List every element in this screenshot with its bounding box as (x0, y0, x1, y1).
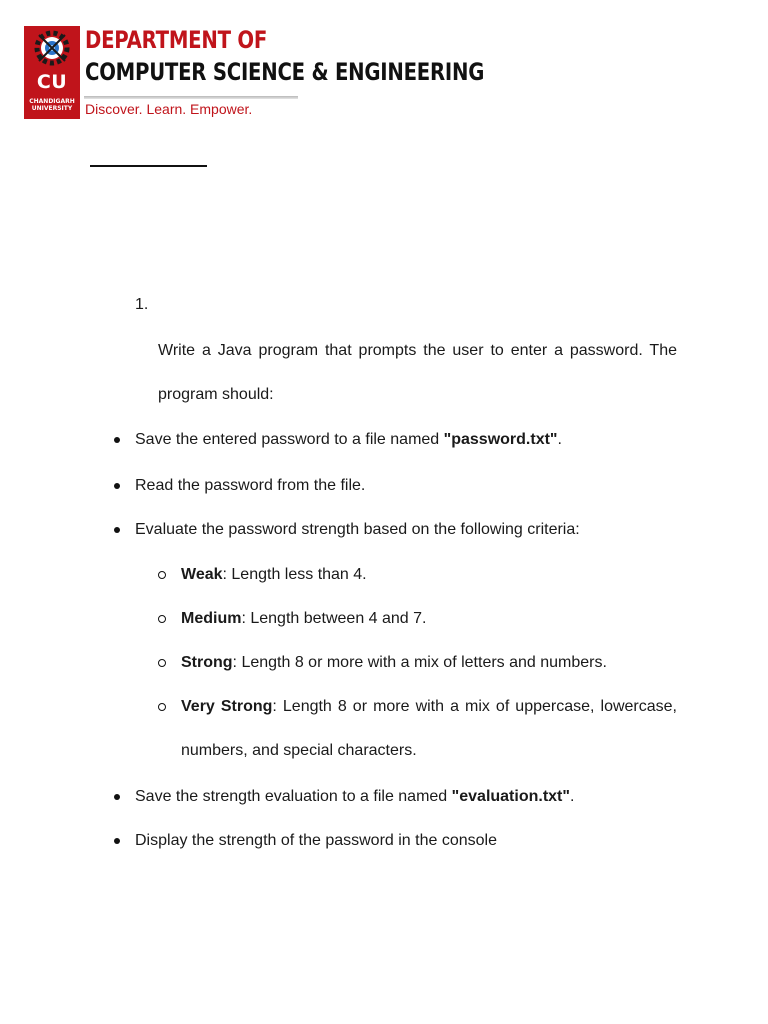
criteria-term: Strong (181, 654, 233, 671)
criteria-desc: : Length 8 or more with a mix of letters and numbers. (232, 654, 607, 671)
header-divider (84, 96, 298, 99)
list-item-text: Save the strength evaluation to a file named (135, 788, 452, 805)
list-item: Read the password from the file. (135, 477, 366, 494)
logo-subtext-line2: UNIVERSITY (31, 105, 73, 112)
question-number: 1. (135, 296, 149, 313)
criteria-term: Very Strong (181, 698, 273, 715)
logo-cu-text: CU (36, 71, 68, 93)
criteria-item (181, 653, 607, 673)
criteria-term: Weak (181, 566, 223, 583)
filename-bold: "password.txt" (443, 431, 558, 448)
bullet-disc (114, 838, 120, 844)
criteria-item (181, 609, 427, 629)
criteria-desc: : Length less than 4. (222, 566, 367, 583)
criteria-item (181, 697, 677, 717)
bullet-circle (158, 659, 166, 667)
list-item-suffix: . (569, 788, 575, 805)
question-intro-line2: program should: (158, 386, 274, 403)
tagline: Discover. Learn. Empower. (85, 101, 253, 117)
filename-bold: "evaluation.txt" (451, 788, 570, 805)
section-underline (90, 165, 207, 167)
criteria-desc: : Length between 4 and 7. (241, 610, 427, 627)
bullet-disc (114, 437, 120, 443)
bullet-disc (114, 483, 120, 489)
list-item: Display the strength of the password in the console (135, 832, 497, 849)
bullet-circle (158, 615, 166, 623)
question-intro-line1: Write a Java program that prompts the user to enter a password. The (158, 342, 677, 359)
university-logo (24, 26, 80, 119)
bullet-circle (158, 703, 166, 711)
department-title-line2: COMPUTER SCIENCE & ENGINEERING (85, 58, 485, 86)
bullet-disc (114, 794, 120, 800)
bullet-disc (114, 527, 120, 533)
logo-subtext-line1: CHANDIGARH (29, 98, 75, 105)
criteria-item (181, 565, 367, 585)
list-item (135, 787, 574, 807)
list-item: Evaluate the password strength based on the following criteria: (135, 521, 580, 538)
criteria-desc: : Length 8 or more with a mix of uppercase, lowercase, (272, 698, 677, 715)
list-item (135, 430, 562, 450)
logo-university-text (24, 98, 80, 112)
bullet-circle (158, 571, 166, 579)
list-item-suffix: . (557, 431, 562, 448)
criteria-term: Medium (181, 610, 242, 627)
department-title-line1: DEPARTMENT OF (85, 26, 268, 54)
criteria-desc-continued: numbers, and special characters. (181, 742, 417, 759)
gear-emblem-icon (24, 26, 80, 71)
list-item-text: Save the entered password to a file named (135, 431, 444, 448)
